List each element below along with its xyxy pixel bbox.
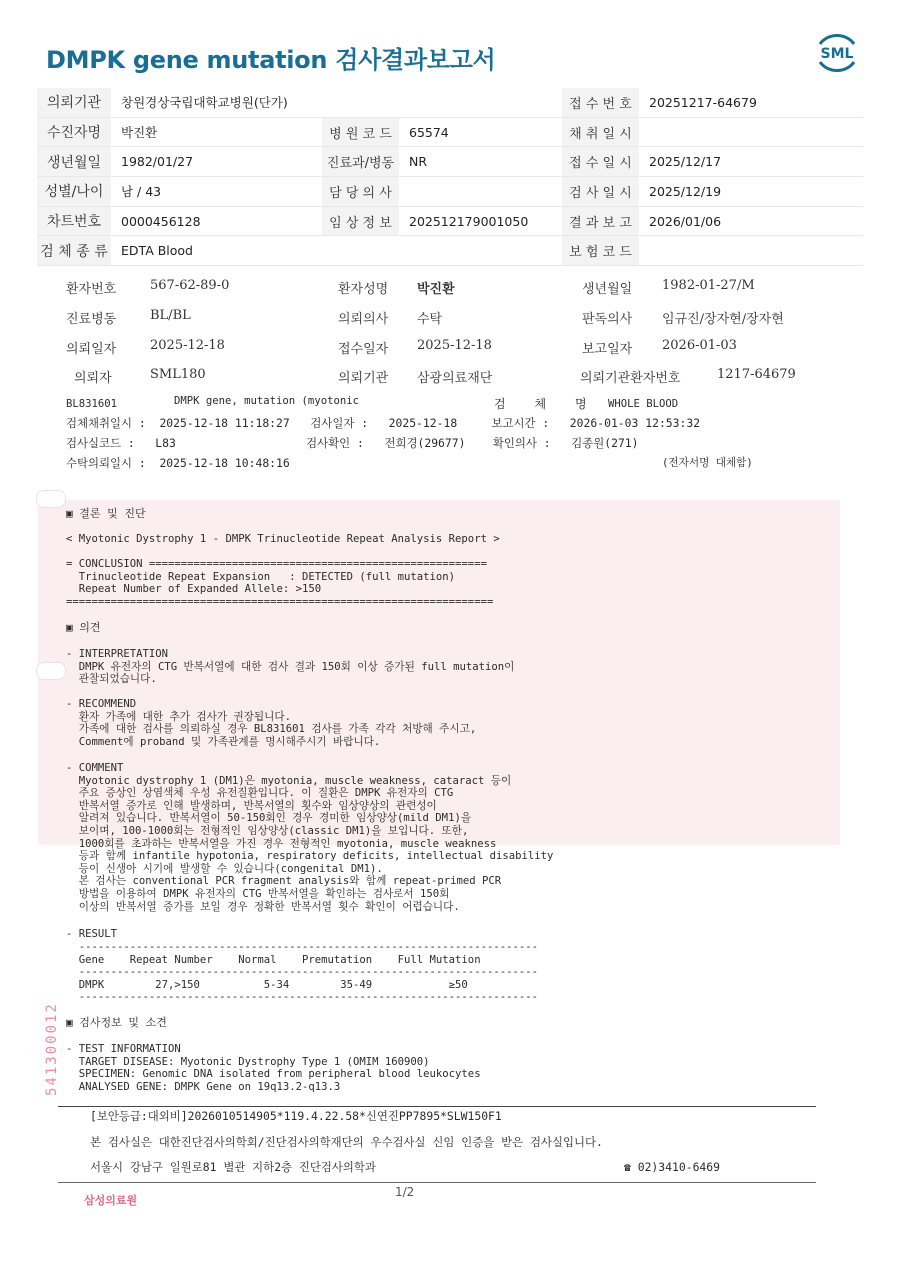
info-value-cell [399,88,562,117]
info-label-cell: 결 과 보 고 [562,206,639,236]
entrust-row: 수탁의뢰일시 : 2025-12-18 10:48:16 [66,456,290,470]
label-requester: 의뢰자 [74,371,112,386]
label-patient-name: 환자성명 [338,282,389,297]
value-birthdate: 1982-01-27/M [662,278,755,293]
page-title: DMPK gene mutation 검사결과보고서 [46,46,496,74]
brand-logo-text: 삼성의료원 [84,1194,138,1207]
section-conclusion-heading: ▣ 결론 및 진단 [66,507,146,520]
test-information-block: - TEST INFORMATION TARGET DISEASE: Myotonic Dystrophy Type 1 (OMIM 160900) SPECIMEN: Genomic DNA isolated from peripheral blood leukocytes ANALYSED GENE: DMPK Gene on 19q13.2-q13.3 [66,1043,481,1093]
info-label-cell [322,88,399,117]
info-label-cell: 임 상 정 보 [322,206,399,236]
recommend-block: - RECOMMEND 환자 가족에 대한 추가 검사가 권장됩니다. 가족에 대한 검사를 의뢰하실 경우 BL831601 검사를 가족 각각 처방해 주시고, Comment에 proband 및 가족관계를 명시해주시기 바랍니다. [66,698,477,748]
info-value-cell: 창원경상국립대학교병원(단가) [111,88,322,117]
e-signature-note: (전자서명 대체함) [662,457,753,469]
result-heading: - RESULT [66,928,118,940]
info-value-cell: 2026/01/06 [639,206,863,236]
value-patient-number: 567-62-89-0 [150,278,230,293]
info-value-cell: 박진환 [111,117,322,147]
patient-info-table [37,88,863,266]
info-value-cell: 0000456128 [111,206,322,236]
info-label-cell: 차트번호 [37,206,111,236]
info-label-cell: 수진자명 [37,117,111,147]
info-value-cell: 1982/01/27 [111,147,322,177]
conclusion-block: = CONCLUSION ===================================================== Trinucleotide Repeat Expansion : DETECTED (full mutation) Repeat Number of Expanded Allele: >150 =================================================================== [66,558,494,608]
info-label-cell: 접 수 일 시 [562,147,639,177]
info-label-cell: 진료과/병동 [322,147,399,177]
value-requesting-institution: 삼광의료재단 [417,371,493,386]
section-opinion-heading: ▣ 의견 [66,621,101,634]
value-request-date: 2025-12-18 [150,338,225,353]
value-specimen: WHOLE BLOOD [608,398,679,410]
collection-row: 검체채취일시 : 2025-12-18 11:18:27 검사일자 : 2025-12-18 보고시간 : 2026-01-03 12:53:32 [66,416,701,430]
section-testinfo-heading: ▣ 검사정보 및 소견 [66,1016,167,1029]
test-name: DMPK gene, mutation (myotonic [174,395,359,407]
footer-line [58,1182,816,1183]
vertical-serial-number: 541300012 [44,1002,60,1096]
value-ward: BL/BL [150,308,191,323]
info-label-cell: 검 사 일 시 [562,177,639,207]
certification-line: 본 검사실은 대한진단검사의학회/진단검사의학재단의 우수검사실 신임 인증을 받은 검사실입니다. [90,1135,603,1149]
info-row [37,206,863,236]
label-reading-doctor: 판독의사 [582,312,633,327]
info-label-cell: 담 당 의 사 [322,177,399,207]
label-birthdate: 생년월일 [582,282,633,297]
security-line: [보안등급:대외비]2026010514905*119.4.22.58*신연진PP7895*SLW150F1 [90,1109,502,1123]
label-requesting-doctor: 의뢰의사 [338,312,389,327]
info-value-cell: 남 / 43 [111,177,322,207]
info-row [37,88,863,117]
punch-hole [36,662,66,680]
info-value-cell [639,117,863,147]
value-patient-name: 박진환 [417,282,455,297]
sml-logo [812,30,862,74]
info-value-cell: 2025/12/19 [639,177,863,207]
value-institution-patient-number: 1217-64679 [717,367,796,382]
info-label-cell: 검 체 종 류 [37,236,111,266]
info-row [37,117,863,147]
value-receipt-date: 2025-12-18 [417,338,492,353]
phone-line: ☎ 02)3410-6469 [624,1160,721,1174]
info-value-cell: EDTA Blood [111,236,322,266]
info-row [37,147,863,177]
label-patient-number: 환자번호 [66,282,117,297]
divider-line [58,1106,816,1107]
label-ward: 진료병동 [66,312,117,327]
page-number: 1/2 [395,1185,415,1199]
info-value-cell: 65574 [399,117,562,147]
label-specimen: 검 체 명 [494,397,587,411]
comment-block: - COMMENT Myotonic dystrophy 1 (DM1)은 myotonia, muscle weakness, cataract 등이 주요 증상인 상염색체 우성 유전질환입니다. 이 질환은 DMPK 유전자의 CTG 반복서열 증가로 인해 발생하며, 반복서열의 횟수와 임상양상의 관련성이 알려져 있습니다. 반복서열이 50-150회인 경우 경미한 임상양상(mild DM1)을 보이며, 100-1000회는 전형적인 임상양상(classic DM1)을 보입니다. 또한, 1000회를 초과하는 반복서열을 가진 경우 전형적인 myotonia, muscle weakness 등과 함께 infantile hypotonia, respiratory deficits, intellectual disability 등이 신생아 시기에 발생할 수 있습니다(congenital DM1). 본 검사는 conventional PCR fragment analysis와 함께 repeat-primed PCR 방법을 이용하여 DMPK 유전자의 CTG 반복서열을 확인하는 검사로서 150회 이상의 반복서열 증가를 보일 경우 정확한 반복서열 횟수 확인이 어렵습니다. [66,762,554,913]
value-reading-doctor: 임규진/장자현/장자현 [662,312,784,327]
lab-code-row: 검사실코드 : L83 검사확인 : 전희경(29677) 확인의사 : 김종원(271) [66,436,639,450]
report-title: < Myotonic Dystrophy 1 - DMPK Trinucleotide Repeat Analysis Report > [66,533,500,545]
label-receipt-date: 접수일자 [338,342,389,357]
info-value-cell: 202512179001050 [399,206,562,236]
info-value-cell [399,177,562,207]
info-label-cell: 생년월일 [37,147,111,177]
interpretation-block: - INTERPRETATION DMPK 유전자의 CTG 반복서열에 대한 검사 결과 150회 이상 증가된 full mutation이 관찰되었습니다. [66,648,515,686]
test-code: BL831601 [66,398,118,410]
info-label-cell: 채 취 일 시 [562,117,639,147]
info-row [37,177,863,207]
svg-text:SML: SML [820,46,854,62]
info-value-cell: 2025/12/17 [639,147,863,177]
result-table: ------------------------------------------------------------------------ Gene Repeat Number Normal Premutation Full Mutation ------------------------------------------------------------------------ DMPK 27,>150 5-34 35-49 ≥50 ------------------------------------------------------------------------ [78,941,538,1004]
label-request-date: 의뢰일자 [66,342,117,357]
value-requesting-doctor: 수탁 [417,312,443,327]
address-line: 서울시 강남구 일원로81 별관 지하2층 진단검사의학과 [90,1160,376,1174]
info-value-cell: 20251217-64679 [639,88,863,117]
punch-hole [36,490,66,508]
info-label-cell: 의뢰기관 [37,88,111,117]
label-institution-patient-number: 의뢰기관환자번호 [580,371,681,386]
info-label-cell: 성별/나이 [37,177,111,207]
info-value-cell: NR [399,147,562,177]
info-label-cell: 접 수 번 호 [562,88,639,117]
value-requester: SML180 [150,367,206,382]
label-requesting-institution: 의뢰기관 [338,371,389,386]
info-label-cell: 보 험 코 드 [562,236,639,266]
value-report-date: 2026-01-03 [662,338,737,353]
info-label-cell: 병 원 코 드 [322,117,399,147]
label-report-date: 보고일자 [582,342,633,357]
